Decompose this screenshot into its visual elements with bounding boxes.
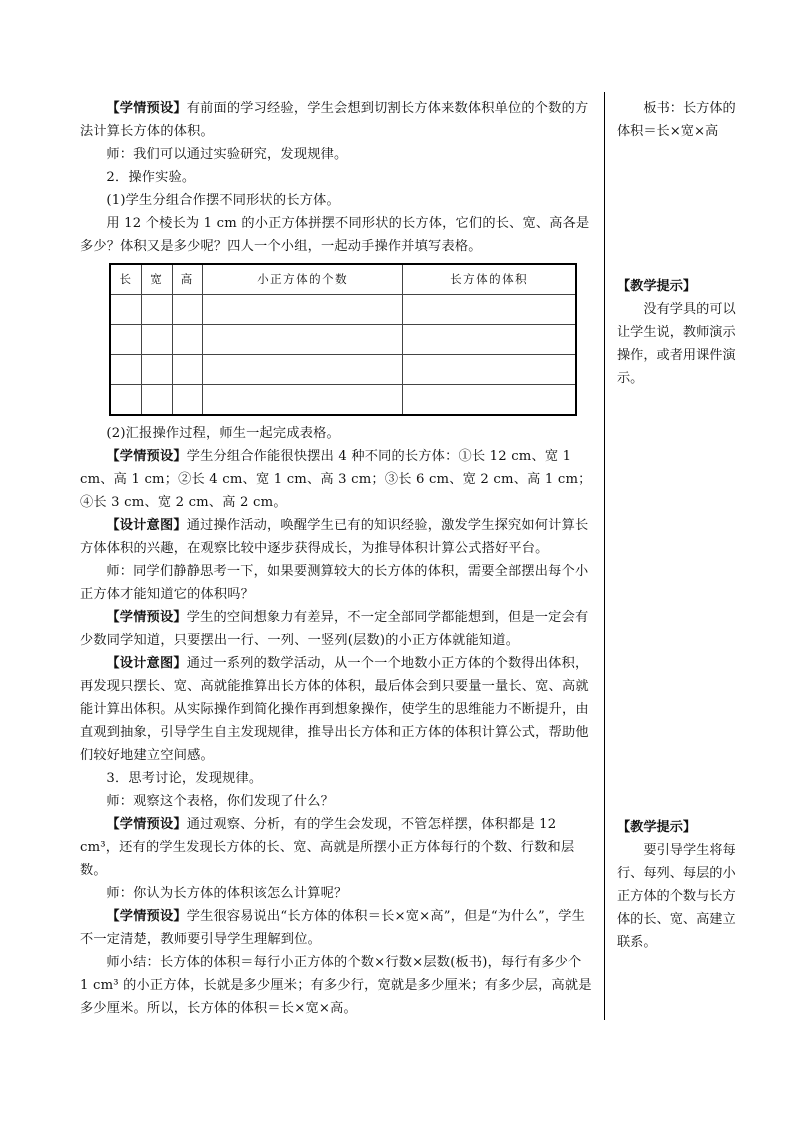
side-note-tip-1 [617,275,747,390]
board-note: 板书：长方体的体积＝长×宽×高 [617,101,736,139]
step-1: (1)学生分组合作摆不同形状的长方体。 [106,193,340,208]
col-width: 宽 [142,264,172,295]
table-row [110,385,576,416]
col-volume: 长方体的体积 [403,264,576,295]
tip-heading: 【教学提示】 [617,820,697,835]
table-row [110,325,576,355]
tag-label: 【设计意图】 [106,656,187,671]
step-2: (2)汇报操作过程，师生一起完成表格。 [106,426,340,441]
paragraph-design-intent-2: 【设计意图】通过一系列的数学活动，从一个一个地数小正方体的个数得出体积，再发现只摆长、宽、高就能推算出长方体的体积，最后体会到只要量一量长、宽、高就能计算出体积。从实际操作到简化操作再到想象操作，使学生的思维能力不断提升，由直观到抽象，引导学生自主发现规律，推导出长方体和正方体的体积计算公式，帮助他们较好地建立空间感。 [80,656,589,763]
paragraph-student-preset-4: 【学情预设】通过观察、分析，有的学生会发现，不管怎样摆，体积都是 12 cm³，还有的学生发现长方体的长、宽、高就是所摆小正方体每行的个数、行数和层数。 [80,817,575,878]
section-heading-3: 3．思考讨论，发现规律。 [106,771,263,786]
paragraph-student-preset-1: 【学情预设】有前面的学习经验，学生会想到切割长方体来数体积单位的个数的方法计算长方体的体积。 [80,101,589,139]
side-note-board [617,97,747,143]
tag-label: 【学情预设】 [106,610,187,625]
tag-label: 【学情预设】 [106,449,187,464]
paragraph-student-preset-5: 【学情预设】学生很容易说出“长方体的体积＝长×宽×高”，但是“为什么”，学生不一定清楚，教师要引导学生理解到位。 [80,909,586,947]
paragraph-teacher-2: 师：同学们静静思考一下，如果要测算较大的长方体的体积，需要全部摆出每个小正方体才能知道它的体积吗？ [80,564,589,602]
tip-heading: 【教学提示】 [617,279,697,294]
tag-label: 【学情预设】 [106,101,187,116]
table-row [110,295,576,325]
section-heading-2: 2．操作实验。 [106,170,196,185]
table-row [110,355,576,385]
paragraph-summary: 师小结：长方体的体积＝每行小正方体的个数×行数×层数(板书)，每行有多少个 1 cm³ 的小正方体，长就是多少厘米；有多少行，宽就是多少厘米；有多少层，高就是多少厘米。所以，长方体的体积＝长×宽×高。 [80,955,592,1016]
lesson-body [80,97,592,1020]
tip-text: 没有学具的可以让学生说，教师演示操作，或者用课件演示。 [617,302,736,386]
record-table [109,263,577,416]
paragraph-design-intent-1: 【设计意图】通过操作活动，唤醒学生已有的知识经验，激发学生探究如何计算长方体体积的兴趣，在观察比较中逐步获得成长，为推导体积计算公式搭好平台。 [80,518,589,556]
col-length: 长 [110,264,142,295]
col-cube-count: 小正方体的个数 [203,264,403,295]
side-note-tip-2 [617,816,747,954]
paragraph-task: 用 12 个棱长为 1 cm 的小正方体拼摆不同形状的长方体，它们的长、宽、高各是多少？体积又是多少呢？四人一个小组，一起动手操作并填写表格。 [80,216,590,254]
paragraph-teacher-3: 师：观察这个表格，你们发现了什么？ [106,794,334,809]
paragraph-student-preset-2: 【学情预设】学生分组合作能很快摆出 4 种不同的长方体：①长 12 cm、宽 1 cm、高 1 cm；②长 4 cm、宽 1 cm、高 3 cm；③长 6 cm、宽 2 cm、高 1 cm；④长 3 cm、宽 2 cm、高 2 cm。 [80,449,592,510]
tag-label: 【设计意图】 [106,518,187,533]
paragraph-student-preset-3: 【学情预设】学生的空间想象力有差异，不一定全部同学都能想到，但是一定会有少数同学知道，只要摆出一行、一列、一竖列(层数)的小正方体就能知道。 [80,610,589,648]
tip-text: 要引导学生将每行、每列、每层的小正方体的个数与长方体的长、宽、高建立联系。 [617,843,736,950]
col-height: 高 [172,264,202,295]
tag-label: 【学情预设】 [106,817,187,832]
table-header-row [110,264,576,295]
paragraph-teacher-1: 师：我们可以通过实验研究，发现规律。 [106,147,348,162]
column-divider [604,92,605,1020]
tag-label: 【学情预设】 [106,909,187,924]
paragraph-teacher-4: 师：你认为长方体的体积该怎么计算呢？ [106,886,348,901]
